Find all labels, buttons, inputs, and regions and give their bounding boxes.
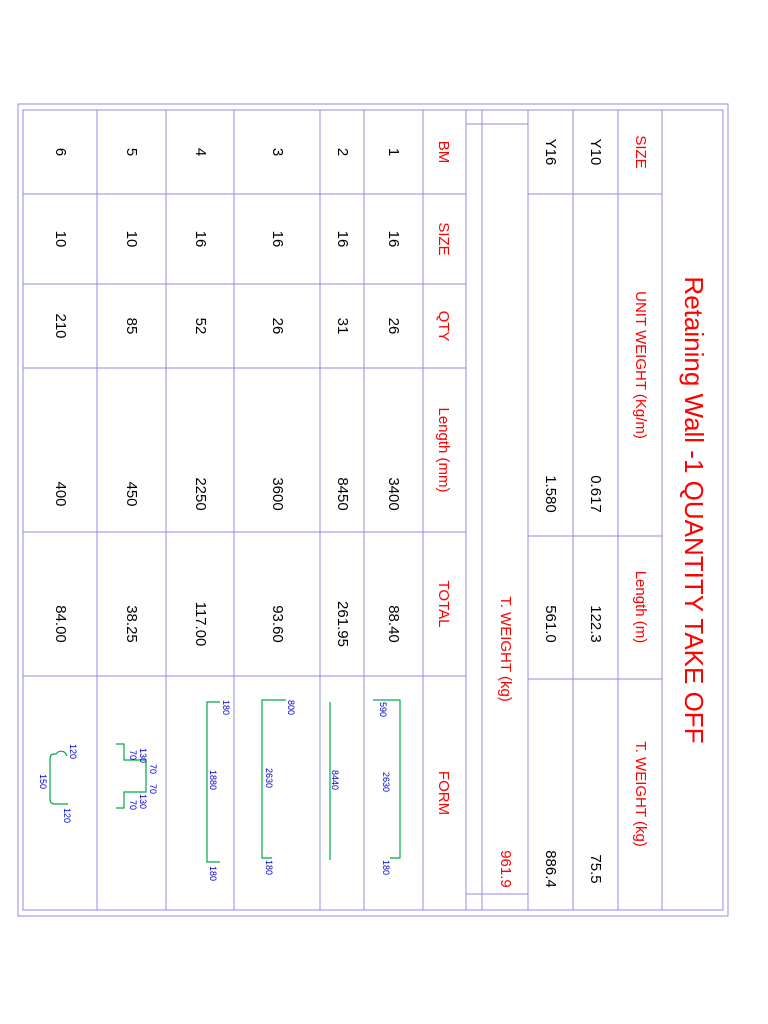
- summary-t-weight: 886.4: [542, 850, 560, 888]
- row-bm: 3: [269, 147, 287, 157]
- total-weight-value: 961.9: [497, 850, 515, 888]
- row-total: 117.00: [192, 601, 210, 647]
- summary-row-y16: [542, 139, 559, 888]
- row-total: 261.95: [334, 601, 352, 647]
- dim-label: 180: [381, 860, 391, 876]
- row-total: 93.60: [269, 605, 287, 643]
- dim-label: 70: [128, 800, 138, 811]
- dim-label: 120: [68, 744, 78, 760]
- row-qty: 26: [269, 317, 287, 335]
- schedule-headers: [435, 141, 452, 815]
- bar-shape-6: [50, 751, 68, 804]
- row-total: 38.25: [123, 605, 141, 643]
- summary-t-weight: 75.5: [587, 854, 605, 884]
- summary-size: Y16: [542, 138, 560, 166]
- dim-label: 1880: [208, 770, 218, 791]
- dim-label: 8440: [330, 770, 340, 791]
- dim-label: 130: [138, 748, 148, 764]
- dim-label: 590: [378, 702, 388, 718]
- summary-length: 122.3: [587, 605, 605, 643]
- schedule-header-size: SIZE: [435, 222, 453, 256]
- row-size: 16: [385, 230, 403, 248]
- row-qty: 85: [123, 317, 141, 335]
- form-dimensions: [38, 700, 391, 881]
- row-bm: 4: [192, 147, 210, 157]
- schedule-header-total: TOTAL: [435, 580, 453, 628]
- schedule-row-1: [385, 148, 402, 643]
- row-qty: 52: [192, 317, 210, 335]
- row-size: 16: [269, 230, 287, 248]
- summary-headers: [632, 135, 649, 846]
- dim-label: 70: [128, 750, 138, 761]
- dim-label: 180: [221, 700, 231, 716]
- dim-label: 130: [138, 794, 148, 810]
- summary-header-length: Length (m): [632, 570, 650, 644]
- row-total: 84.00: [52, 605, 70, 643]
- row-length: 8450: [334, 477, 352, 511]
- schedule-row-5: [123, 148, 140, 643]
- total-weight-label: T. WEIGHT (kg): [497, 596, 515, 702]
- row-qty: 26: [385, 317, 403, 335]
- rotated-sheet: [18, 104, 728, 916]
- row-length: 400: [52, 481, 70, 507]
- row-size: 10: [52, 230, 70, 248]
- summary-header-unit-weight: UNIT WEIGHT (Kg/m): [632, 291, 650, 439]
- schedule-row-6: [52, 148, 69, 643]
- dim-label: 150: [38, 774, 48, 790]
- row-length: 450: [123, 481, 141, 507]
- dim-label: 800: [286, 700, 296, 716]
- dim-label: 180: [208, 866, 218, 882]
- row-length: 3400: [385, 477, 403, 511]
- row-total: 88.40: [385, 605, 403, 643]
- row-qty: 210: [52, 313, 70, 339]
- row-bm: 1: [385, 147, 403, 157]
- schedule-header-bm: BM: [435, 140, 453, 164]
- form-shapes: [50, 700, 400, 862]
- schedule-header-form: FORM: [435, 770, 453, 816]
- row-size: 16: [192, 230, 210, 248]
- summary-header-t-weight: T. WEIGHT (kg): [632, 741, 650, 847]
- schedule-header-qty: QTY: [435, 310, 453, 342]
- row-size: 16: [334, 230, 352, 248]
- row-length: 3600: [269, 477, 287, 511]
- schedule-header-length: Length (mm): [435, 407, 453, 493]
- summary-unit-weight: 0.617: [587, 475, 605, 513]
- row-qty: 31: [334, 317, 352, 335]
- dim-label: 180: [264, 860, 274, 876]
- row-length: 2250: [192, 477, 210, 511]
- row-bm: 6: [52, 147, 70, 157]
- schedule-row-2: [334, 148, 351, 647]
- title: Retaining Wall -1 QUANTITY TAKE OFF: [679, 276, 710, 744]
- schedule-row-4: [192, 148, 209, 647]
- summary-header-size: SIZE: [632, 135, 650, 169]
- row-size: 10: [123, 230, 141, 248]
- dim-label: 2630: [381, 772, 391, 793]
- summary-length: 561.0: [542, 605, 560, 643]
- dim-label: 70: [148, 784, 158, 795]
- schedule-row-3: [269, 148, 286, 643]
- dim-label: 70: [148, 764, 158, 775]
- summary-row-y10: [587, 139, 604, 884]
- dim-label: 2630: [264, 768, 274, 789]
- dim-label: 120: [62, 808, 72, 824]
- summary-size: Y10: [587, 138, 605, 166]
- row-bm: 2: [334, 147, 352, 157]
- row-bm: 5: [123, 147, 141, 157]
- summary-unit-weight: 1.580: [542, 475, 560, 513]
